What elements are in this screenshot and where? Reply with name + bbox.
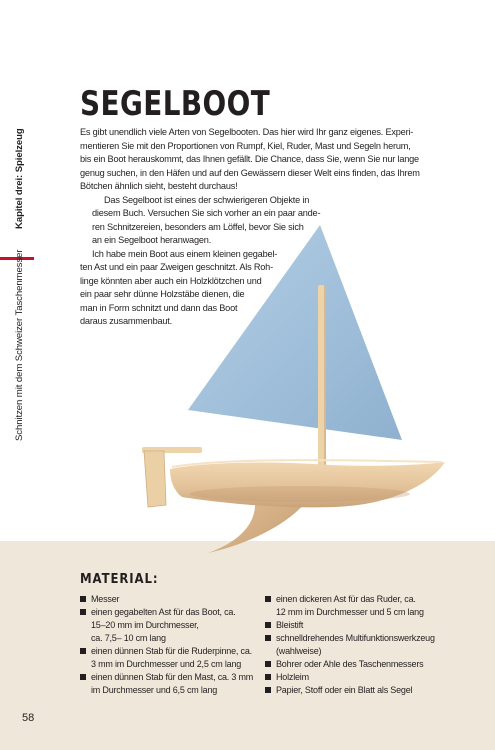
list-item: einen dünnen Stab für den Mast, ca. 3 mm im Durchmesser und 6,5 cm lang: [80, 671, 260, 697]
text-line: diesem Buch. Versuchen Sie sich vorher an ein paar ande-: [92, 208, 321, 218]
material-heading: MATERIAL:: [80, 572, 159, 587]
book-title: Schnitzen mit dem Schweizer Taschenmesser: [14, 249, 25, 441]
material-list-right: [265, 593, 480, 697]
text-line: Das Segelboot ist eines der schwierigeren Objekte in: [104, 194, 310, 205]
text-line: linge könnten aber auch ein Holzklötzchen und: [80, 275, 262, 286]
list-item: einen gegabelten Ast für das Boot, ca. 15–20 mm im Durchmesser, ca. 7,5– 10 cm lang: [80, 606, 260, 645]
list-item: Holzleim: [265, 671, 480, 684]
list-item: einen dünnen Stab für die Ruderpinne, ca. 3 mm im Durchmesser und 2,5 cm lang: [80, 645, 260, 671]
chapter-title: Kapitel drei: Spielzeug: [14, 128, 25, 229]
text-line: Es gibt unendlich viele Arten von Segelbooten. Das hier wird Ihr ganz eigenes. Experi-: [80, 127, 414, 137]
sailboat-illustration: [130, 215, 460, 560]
list-item: Papier, Stoff oder ein Blatt als Segel: [265, 684, 480, 697]
text-line: ren Schnitzereien, besonders am Löffel, bevor Sie sich: [92, 221, 304, 232]
material-list-left: [80, 593, 260, 697]
text-line: daraus zusammenbaut.: [80, 316, 173, 326]
text-line: mentieren Sie mit den Proportionen von Rumpf, Kiel, Ruder, Mast und Segeln herum,: [80, 140, 411, 151]
hull-shadow: [190, 486, 410, 502]
list-item: Bleistift: [265, 619, 480, 632]
sail: [188, 225, 402, 440]
text-line: bis ein Boot herauskommt, das Ihnen gefällt. Die Chance, dass Sie, wenn Sie nur lange: [80, 154, 419, 164]
list-item: Bohrer oder Ahle des Taschenmessers: [265, 658, 480, 671]
text-line: Ich habe mein Boot aus einem kleinen gegabel-: [92, 248, 278, 259]
text-line: genug suchen, in den Häfen und auf den Gewässern dieser Welt eins finden, das Ihrem: [80, 167, 420, 178]
mast-shadow: [324, 285, 326, 481]
text-line: ein paar sehr dünne Holzstäbe dienen, die: [80, 289, 245, 299]
text-line: ten Ast und ein paar Zweigen geschnitzt. Als Roh-: [80, 262, 273, 272]
rudder: [144, 451, 166, 507]
running-head: [14, 128, 25, 455]
text-line: man in Form schnitzt und dann das Boot: [80, 302, 238, 313]
list-item: einen dickeren Ast für das Ruder, ca. 12 mm im Durchmesser und 5 cm lang: [265, 593, 480, 619]
paragraph-1: [80, 126, 420, 194]
text-line: an ein Segelboot heranwagen.: [92, 235, 212, 245]
page-number: 58: [22, 712, 35, 724]
text-line: Bötchen ähnlich sieht, besteht durchaus!: [80, 181, 238, 191]
list-item: Messer: [80, 593, 260, 606]
list-item: schnelldrehendes Multifunktionswerkzeug (wahlweise): [265, 632, 480, 658]
page-title: SEGELBOOT: [80, 84, 271, 124]
